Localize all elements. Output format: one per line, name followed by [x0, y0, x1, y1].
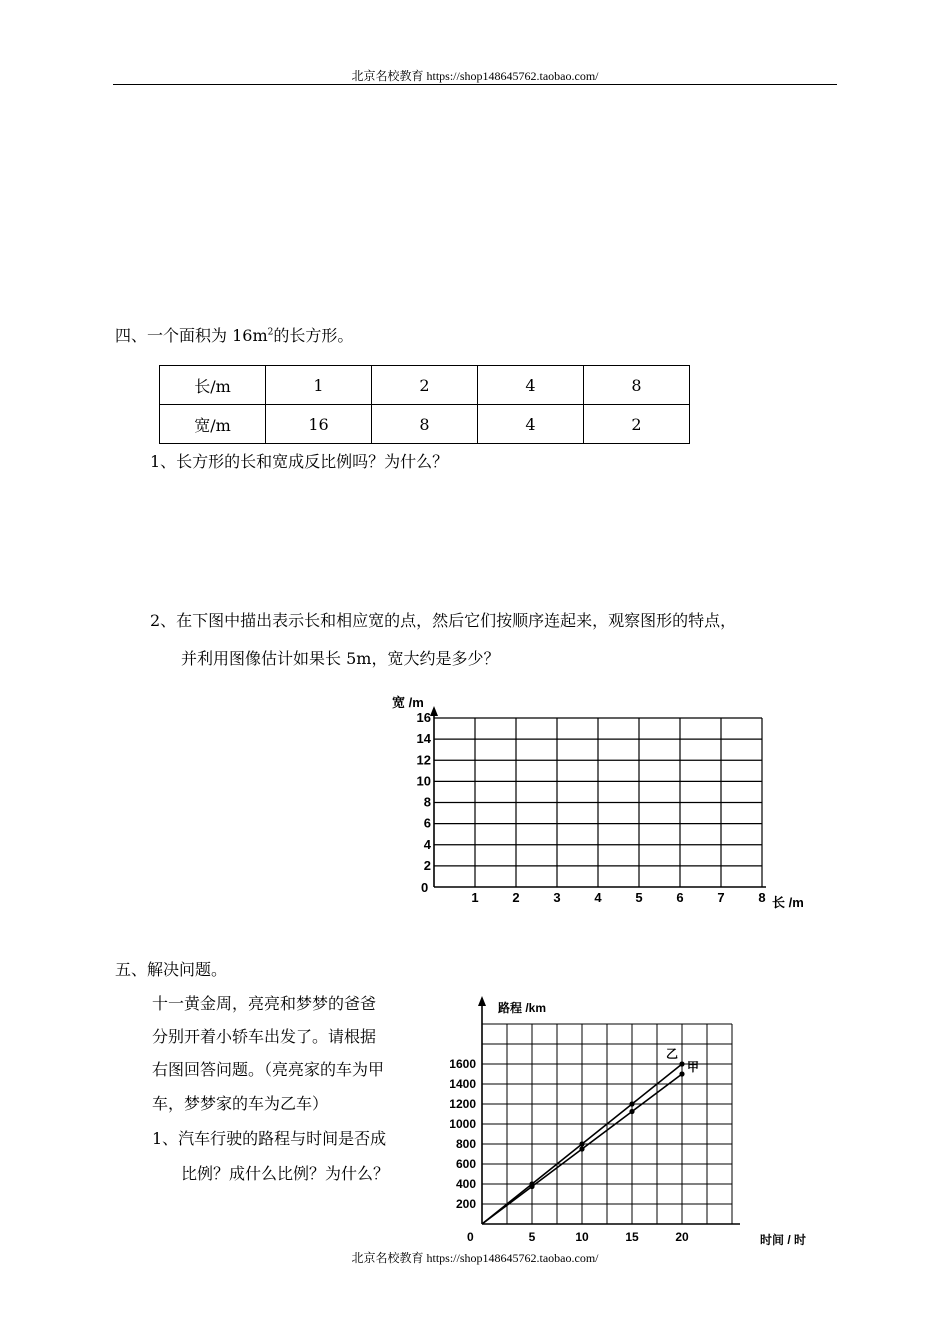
- series-label: 甲: [687, 1060, 700, 1074]
- header-rule: [113, 84, 837, 85]
- distance-time-chart: [440, 992, 820, 1252]
- chart2-x-axis-label: 时间 / 时: [760, 1233, 807, 1247]
- data-point: [629, 1101, 634, 1106]
- tick-label: 7: [717, 890, 725, 905]
- tick-label: 400: [455, 1177, 476, 1191]
- table-cell: 宽/m: [160, 405, 266, 444]
- table-cell: 8: [372, 405, 478, 444]
- tick-label: 1000: [449, 1117, 476, 1131]
- tick-label: 600: [455, 1157, 476, 1171]
- tick-label: 0: [421, 880, 429, 895]
- table-cell: 4: [478, 366, 584, 405]
- data-point: [679, 1071, 684, 1076]
- tick-label: 3: [553, 890, 561, 905]
- chart1-y-axis-label: 宽 /m: [392, 695, 424, 710]
- table-cell: 2: [372, 366, 478, 405]
- tick-label: 1600: [449, 1057, 476, 1071]
- tick-label: 4: [423, 836, 431, 852]
- table-row: [160, 366, 690, 405]
- tick-label: 15: [625, 1230, 639, 1244]
- y-axis-arrow: [430, 706, 438, 716]
- tick-label: 14: [416, 731, 431, 747]
- question-4-2-line2: 并利用图像估计如果长 5m，宽大约是多少？: [181, 649, 500, 668]
- length-width-table: [159, 365, 690, 444]
- question-5-1-line1: 1、汽车行驶的路程与时间是否成: [152, 1129, 387, 1148]
- chart2-y-axis-label: 路程 /km: [498, 1001, 547, 1015]
- tick-label: 2: [512, 890, 520, 905]
- chart1-x-axis-label: 长 /m: [772, 895, 804, 910]
- tick-label: 10: [416, 773, 431, 789]
- tick-label: 5: [528, 1230, 536, 1244]
- tick-label: 16: [416, 710, 431, 725]
- tick-label: 1200: [449, 1097, 476, 1111]
- section5-para-line: 十一黄金周，亮亮和梦梦的爸爸: [152, 994, 377, 1013]
- table-cell: 2: [584, 405, 690, 444]
- table-cell: 8: [584, 366, 690, 405]
- table-cell: 4: [478, 405, 584, 444]
- question-4-1: 1、长方形的长和宽成反比例吗？为什么？: [150, 452, 449, 471]
- section4-title: 四、一个面积为 $16m^2$的长方形。: [115, 326, 354, 345]
- table-row: [160, 405, 690, 444]
- length-width-chart: [380, 688, 820, 918]
- page-footer: 北京名校教育 https://shop148645762.taobao.com/: [351, 1251, 599, 1265]
- tick-label: 2: [423, 857, 431, 873]
- question-4-2-line1: 2、在下图中描出表示长和相应宽的点，然后它们按顺序连起来，观察图形的特点，: [150, 611, 737, 630]
- chart2-origin-label: 0: [467, 1230, 474, 1244]
- tick-label: 12: [416, 752, 431, 768]
- tick-label: 800: [455, 1137, 476, 1151]
- tick-label: 4: [594, 890, 602, 905]
- page-header: 北京名校教育 https://shop148645762.taobao.com/: [351, 69, 599, 83]
- data-point: [629, 1109, 634, 1114]
- question-5-1-line2: 比例？成什么比例？为什么？: [181, 1164, 390, 1183]
- tick-label: 10: [575, 1230, 589, 1244]
- section5-title: 五、解决问题。: [115, 960, 228, 979]
- tick-label: 200: [455, 1197, 476, 1211]
- section5-para-line: 右图回答问题。（亮亮家的车为甲: [152, 1060, 385, 1079]
- tick-label: 6: [676, 890, 684, 905]
- data-point: [679, 1061, 684, 1066]
- section5-para-line: 分别开着小轿车出发了。请根据: [152, 1027, 377, 1046]
- section5-para-line: 车，梦梦家的车为乙车）: [152, 1094, 329, 1113]
- table-cell: 1: [266, 366, 372, 405]
- data-point: [579, 1141, 584, 1146]
- tick-label: 6: [423, 815, 431, 831]
- y-axis-arrow: [478, 996, 486, 1006]
- series-label: 乙: [666, 1047, 679, 1061]
- tick-label: 5: [635, 890, 643, 905]
- tick-label: 20: [675, 1230, 689, 1244]
- data-point: [579, 1146, 584, 1151]
- data-point: [529, 1184, 534, 1189]
- table-cell: 长/m: [160, 366, 266, 405]
- tick-label: 8: [758, 890, 766, 905]
- tick-label: 1400: [449, 1077, 476, 1091]
- tick-label: 1: [471, 890, 479, 905]
- table-cell: 16: [266, 405, 372, 444]
- tick-label: 8: [423, 794, 431, 810]
